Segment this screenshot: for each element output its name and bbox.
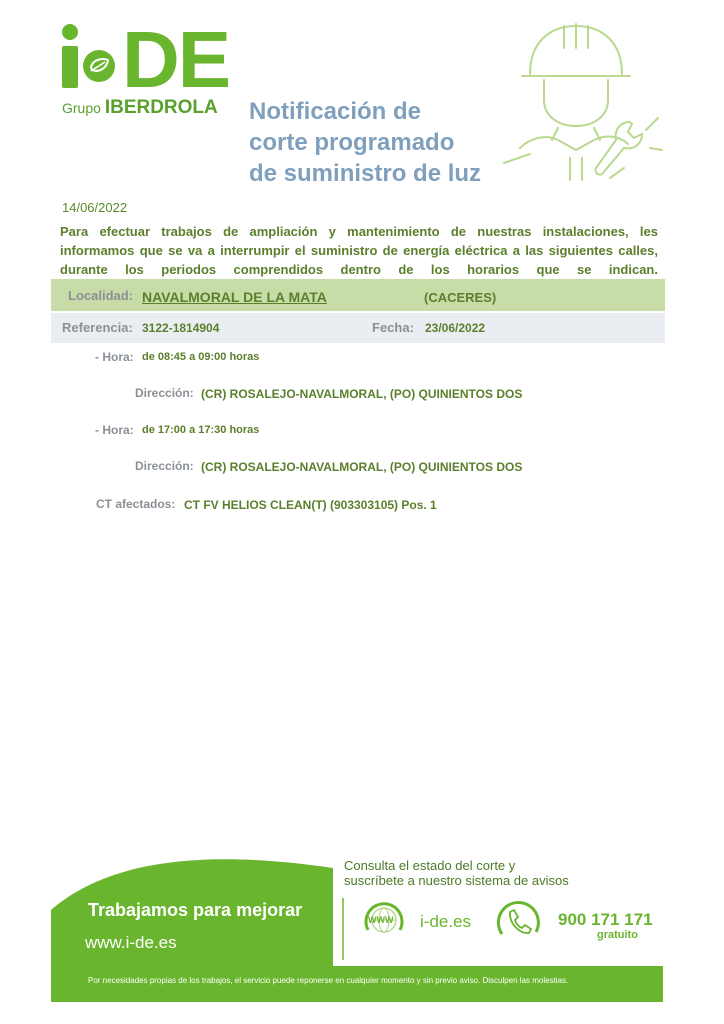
fecha-value: 23/06/2022 [425,321,486,335]
notice-date: 14/06/2022 [62,200,128,215]
direccion-label: Dirección: [135,386,194,400]
hora-value: de 08:45 a 09:00 horas [142,351,260,363]
consulta-line: Consulta el estado del corte y [344,858,516,873]
gratuito-label: gratuito [597,929,638,941]
worker-helmet-wrench-icon [500,18,664,188]
page-title [249,96,481,189]
site-link[interactable]: i-de.es [420,912,472,931]
hora-value: de 17:00 a 17:30 horas [142,424,260,436]
logo-i-letter [62,24,78,88]
consulta-line: suscríbete a nuestro sistema de avisos [344,873,569,888]
notice-intro: Para efectuar trabajos de ampliación y mantenimiento de nuestras instalaciones, les informamos que se va a interrumpir el suministro de energía eléctrica a las siguientes calles, durante los periodos comprendidos dentro de los horarios que se indican. [60,224,658,277]
direccion-value: (CR) ROSALEJO-NAVALMORAL, (PO) QUINIENTOS DOS [201,460,523,474]
leaf-icon [83,50,115,82]
title-line: corte programado [249,129,455,156]
ct-label: CT afectados: [96,497,176,511]
consulta-text [344,858,569,888]
hora-label: - Hora: [95,350,134,364]
phone-number[interactable]: 900 171 171 [558,910,653,929]
localidad-label: Localidad: [68,288,134,303]
direccion-label: Dirección: [135,459,194,473]
fecha-label: Fecha: [372,320,414,335]
website-link[interactable]: www.i-de.es [85,933,177,952]
grupo-prefix: Grupo [62,100,101,116]
hora-label: - Hora: [95,423,134,437]
localidad-value: NAVALMORAL DE LA MATA [142,289,327,305]
trabajamos-text: Trabajamos para mejorar [88,900,303,920]
title-line: de suministro de luz [249,160,482,187]
www-badge: WWW [368,915,394,925]
title-line: Notificación de [249,98,422,125]
referencia-value: 3122-1814904 [142,321,220,335]
ct-value: CT FV HELIOS CLEAN(T) (903303105) Pos. 1 [184,498,437,512]
logo-de: DE [122,15,230,104]
provincia-value: (CACERES) [424,290,497,305]
grupo-iberdrola [62,98,218,118]
direccion-value: (CR) ROSALEJO-NAVALMORAL, (PO) QUINIENTOS DOS [201,387,523,401]
referencia-label: Referencia: [62,320,133,335]
grupo-brand: IBERDROLA [104,97,218,118]
phone-icon [492,898,542,948]
disclaimer-text: Por necesidades propias de los trabajos, el servicio puede reponerse en cualquier momento y sin previo aviso. Disculpen las molestias. [88,976,569,985]
